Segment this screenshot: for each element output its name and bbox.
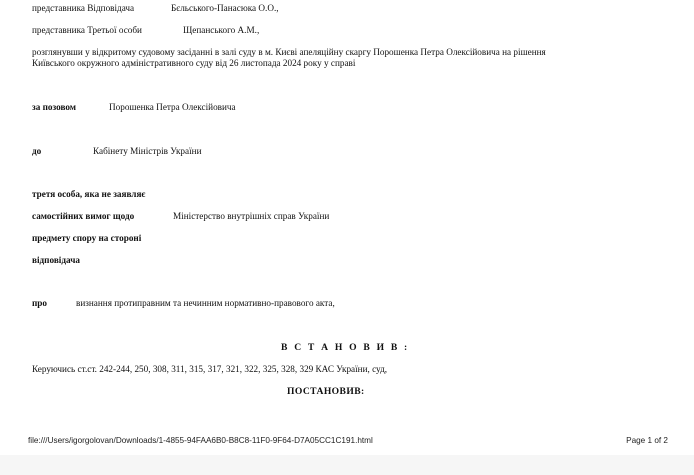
to-value: Кабінету Міністрів України — [93, 146, 202, 156]
third-party-value: Міністерство внутрішніх справ України — [173, 211, 330, 221]
rep-defendant-name: Бєльського-Панасюка О.О., — [171, 3, 279, 13]
print-footer — [0, 426, 694, 454]
guided-line: Керуючись ст.ст. 242-244, 250, 308, 311, 315, 317, 321, 322, 325, 328, 329 КАС України, суд, — [32, 364, 388, 374]
claim-value: Порошенка Петра Олексійовича — [109, 102, 236, 112]
claim-label: за позовом — [32, 102, 77, 112]
about-value: визнання протиправним та нечинним нормативно-правового акта, — [76, 298, 335, 308]
rep-defendant-label: представника Відповідача — [32, 3, 135, 13]
to-label: до — [32, 146, 42, 156]
third-party-label-4: відповідача — [32, 255, 80, 265]
established-heading: В С Т А Н О В И В : — [281, 342, 410, 353]
about-label: про — [32, 298, 47, 308]
intro-line-2: Київського окружного адміністративного суду від 26 листопада 2024 року у справі — [32, 58, 356, 68]
third-party-label-3: предмету спору на стороні — [32, 233, 142, 243]
page-bottom-margin — [0, 455, 694, 475]
rep-third-label: представника Третьої особи — [32, 25, 142, 35]
resolved-heading: ПОСТАНОВИВ: — [287, 386, 365, 397]
page-indicator: Page 1 of 2 — [626, 436, 668, 445]
rep-third-name: Щепанського А.М., — [183, 25, 260, 35]
third-party-label-1: третя особа, яка не заявляє — [32, 189, 146, 199]
file-path: file:///Users/igorgolovan/Downloads/1-4855-94FAA6B0-B8C8-11F0-9F64-D7A05CC1C191.html — [28, 436, 373, 445]
intro-line-1: розглянувши у відкритому судовому засіданні в залі суду в м. Києві апеляційну скаргу Порошенка Петра Олексійовича на рішення — [32, 47, 546, 57]
third-party-label-2: самостійних вимог щодо — [32, 211, 135, 221]
